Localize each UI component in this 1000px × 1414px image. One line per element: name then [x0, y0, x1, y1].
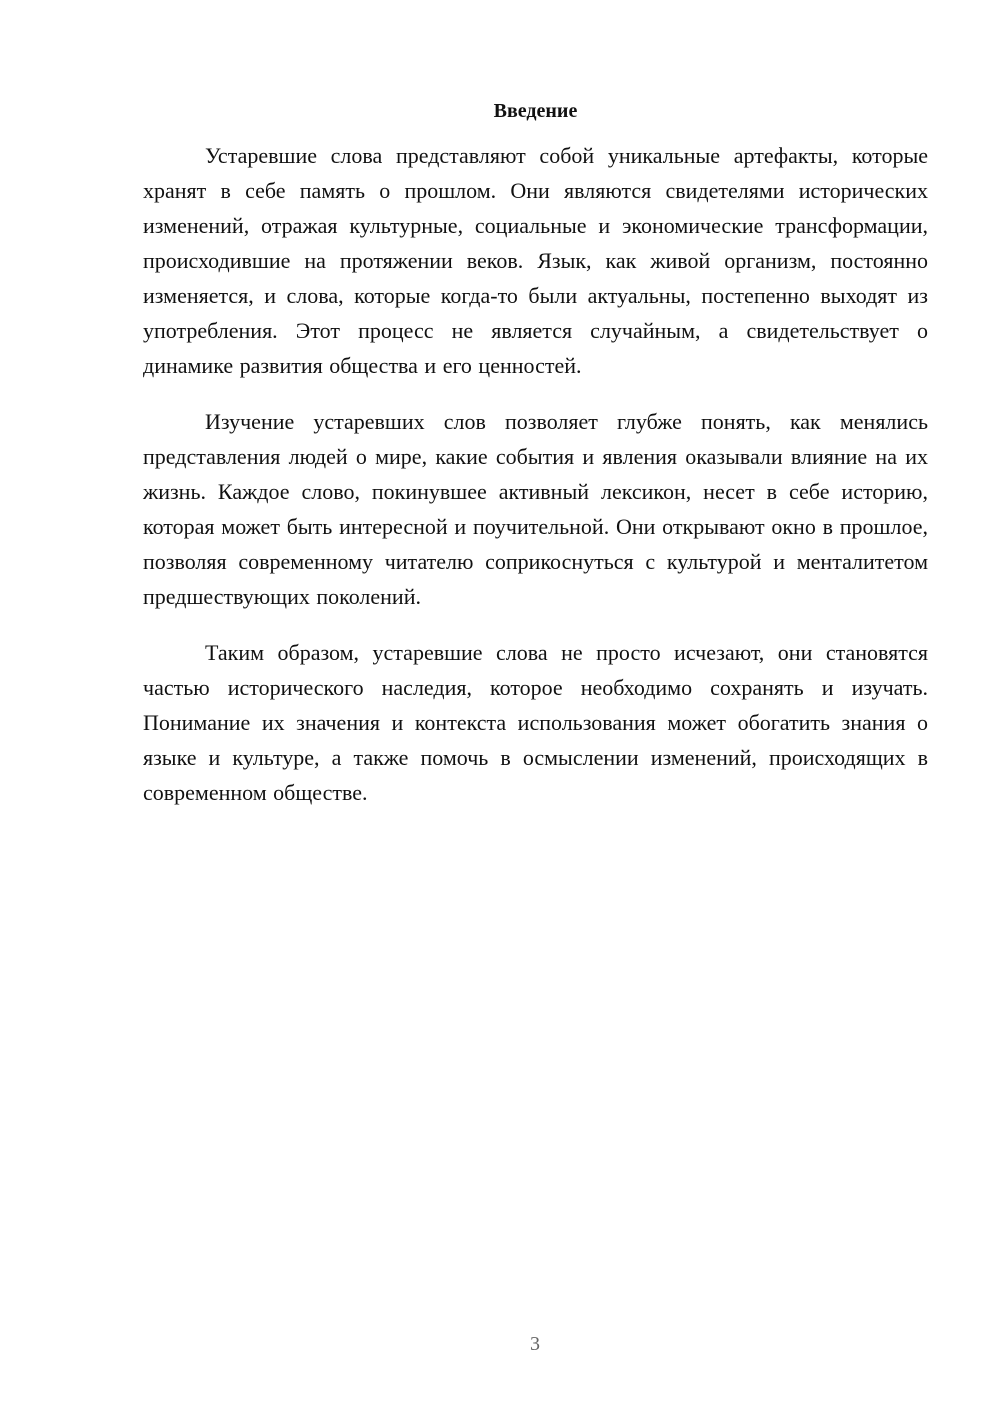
page-number: 3	[530, 1333, 540, 1355]
page-body	[143, 96, 928, 831]
paragraph-2: Изучение устаревших слов позволяет глубже понять, как менялись представления людей о мире, какие события и явления оказывали влияние на их жизнь. Каждое слово, покинувшее активный лексикон, несет в себе историю, которая может быть интересной и поучительной. Они открывают окно в прошлое, позволяя современному читателю соприкоснуться с культурой и менталитетом предшествующих поколений.	[143, 409, 928, 609]
section-title: Введение	[493, 100, 578, 122]
paragraph-1: Устаревшие слова представляют собой уникальные артефакты, которые хранят в себе память о прошлом. Они являются свидетелями исторических изменений, отражая культурные, социальные и экономические трансформации, происходившие на протяжении веков. Язык, как живой организм, постоянно изменяется, и слова, которые когда-то были актуальны, постепенно выходят из употребления. Этот процесс не является случайным, а свидетельствует о динамике развития общества и его ценностей.	[143, 143, 928, 378]
paragraph-3: Таким образом, устаревшие слова не просто исчезают, они становятся частью исторического наследия, которое необходимо сохранять и изучать. Понимание их значения и контекста использования может обогатить знания о языке и культуре, а также помочь в осмыслении изменений, происходящих в современном обществе.	[143, 640, 928, 805]
